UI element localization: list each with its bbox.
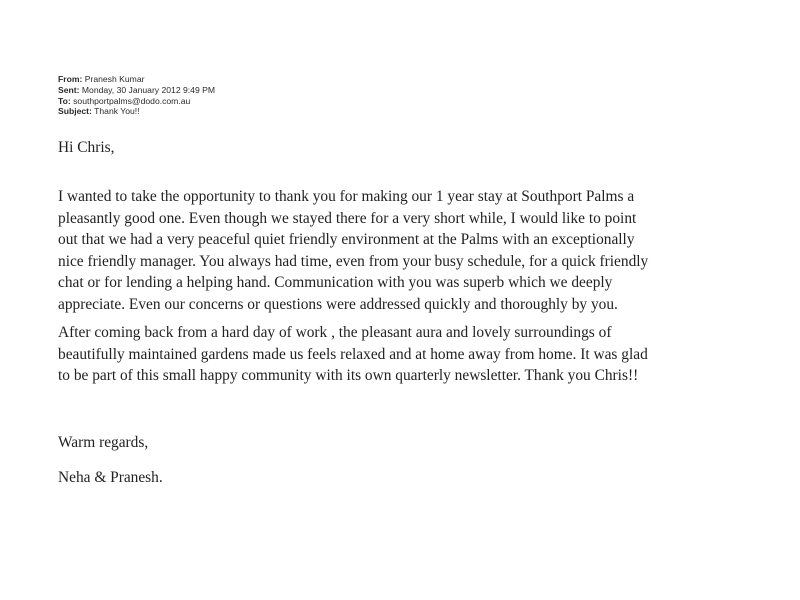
- letter-signature: Neha & Pranesh.: [58, 469, 163, 486]
- paragraph-line: chat or for lending a helping hand. Communication with you was superb which we deeply: [58, 274, 613, 292]
- to-label: To:: [58, 95, 71, 106]
- from-value: Pranesh Kumar: [84, 74, 145, 84]
- letter-paragraph-2: [58, 322, 648, 387]
- paragraph-line: pleasantly good one. Even though we stayed there for a very short while, I would like to point: [58, 209, 637, 227]
- letter-paragraph-1: [58, 186, 648, 316]
- paragraph-line: out that we had a very peaceful quiet friendly environment at the Palms with an exceptionally: [58, 231, 635, 249]
- paragraph-line: I wanted to take the opportunity to thank you for making our 1 year stay at Southport Palms a: [58, 188, 635, 205]
- sent-label: Sent:: [58, 84, 80, 95]
- email-header: [58, 74, 215, 117]
- to-value: southportpalms@dodo.com.au: [73, 95, 191, 106]
- subject-label: Subject:: [58, 106, 92, 117]
- paragraph-line: beautifully maintained gardens made us feels relaxed and at home away from home. It was glad: [58, 345, 648, 363]
- paragraph-line: After coming back from a hard day of work , the pleasant aura and lovely surroundings of: [58, 324, 612, 341]
- email-from-row: [58, 74, 215, 85]
- letter-closing: Warm regards,: [58, 434, 149, 451]
- from-label: From:: [58, 74, 83, 84]
- email-to-row: [58, 96, 215, 107]
- subject-value: Thank You!!: [94, 106, 140, 117]
- paragraph-line: appreciate. Even our concerns or questions were addressed quickly and thoroughly by you.: [58, 295, 618, 313]
- email-sent-row: [58, 85, 215, 96]
- email-subject-row: [58, 106, 215, 117]
- sent-value: Monday, 30 January 2012 9:49 PM: [81, 84, 216, 95]
- paragraph-line: nice friendly manager. You always had time, even from your busy schedule, for a quick friendly: [58, 252, 649, 270]
- paragraph-line: to be part of this small happy community with its own quarterly newsletter. Thank you Chris!!: [58, 367, 639, 385]
- letter-greeting: Hi Chris,: [58, 139, 115, 156]
